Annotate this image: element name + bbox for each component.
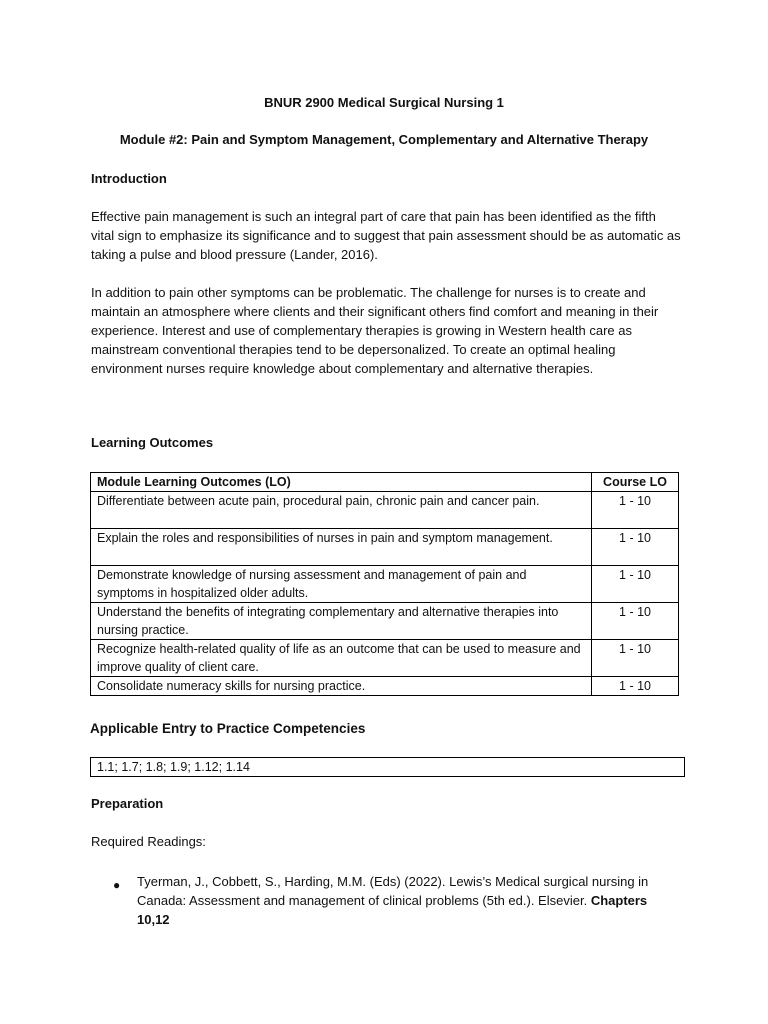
reading-item: [137, 872, 682, 929]
learning-outcomes-heading: Learning Outcomes: [91, 435, 214, 450]
table-row: [91, 640, 679, 677]
reading-citation: Tyerman, J., Cobbett, S., Harding, M.M. (Eds) (2022). Lewis’s Medical surgical nursing in Canada: Assessment and management of clinical problems (5th ed.). Elsevier.: [137, 874, 649, 908]
outcome-cell: Differentiate between acute pain, procedural pain, chronic pain and cancer pain.: [91, 492, 592, 529]
introduction-paragraph-2: In addition to pain other symptoms can be problematic. The challenge for nurses is to create and maintain an atmosphere where clients and their significant others find comfort and meaning in their experience. Interest and use of complementary therapies is growing in Western health care as mainstream conventional therapies tend to be depersonalized. To create an optimal healing environment nurses require knowledge about complementary and alternative therapies.: [91, 285, 659, 376]
course-lo-cell: 1 - 10: [592, 603, 679, 640]
outcome-cell: Understand the benefits of integrating complementary and alternative therapies into nursing practice.: [91, 603, 592, 640]
outcome-cell: Demonstrate knowledge of nursing assessment and management of pain and symptoms in hospitalized older adults.: [91, 566, 592, 603]
outcome-cell: Consolidate numeracy skills for nursing practice.: [91, 677, 592, 696]
learning-outcomes-table: [90, 472, 679, 696]
table-row: [91, 529, 679, 566]
competencies-box: 1.1; 1.7; 1.8; 1.9; 1.12; 1.14: [90, 757, 685, 777]
outcome-cell: Recognize health-related quality of life as an outcome that can be used to measure and improve quality of client care.: [91, 640, 592, 677]
table-row: [91, 603, 679, 640]
outcome-cell: Explain the roles and responsibilities of nurses in pain and symptom management.: [91, 529, 592, 566]
course-title: BNUR 2900 Medical Surgical Nursing 1: [264, 95, 504, 110]
course-lo-cell: 1 - 10: [592, 566, 679, 603]
course-lo-cell: 1 - 10: [592, 529, 679, 566]
introduction-paragraph-1: Effective pain management is such an integral part of care that pain has been identified as the fifth vital sign to emphasize its significance and to suggest that pain assessment should be as automatic as taking a pulse and blood pressure (Lander, 2016).: [91, 209, 681, 262]
introduction-heading: Introduction: [91, 171, 167, 186]
bullet-icon: ●: [113, 878, 121, 892]
reading-chapters: Chapters 10,12: [137, 893, 648, 927]
course-lo-cell: 1 - 10: [592, 640, 679, 677]
required-readings-label: Required Readings:: [91, 834, 206, 849]
course-lo-cell: 1 - 10: [592, 492, 679, 529]
column-header-outcome: Module Learning Outcomes (LO): [91, 473, 592, 492]
preparation-heading: Preparation: [91, 796, 164, 811]
competencies-heading: Applicable Entry to Practice Competencies: [90, 721, 366, 736]
course-lo-cell: 1 - 10: [592, 677, 679, 696]
table-row: [91, 492, 679, 529]
table-row: [91, 677, 679, 696]
table-row: [91, 566, 679, 603]
column-header-course-lo: Course LO: [592, 473, 679, 492]
table-header-row: [91, 473, 679, 492]
module-title: Module #2: Pain and Symptom Management, Complementary and Alternative Therapy: [119, 132, 649, 147]
